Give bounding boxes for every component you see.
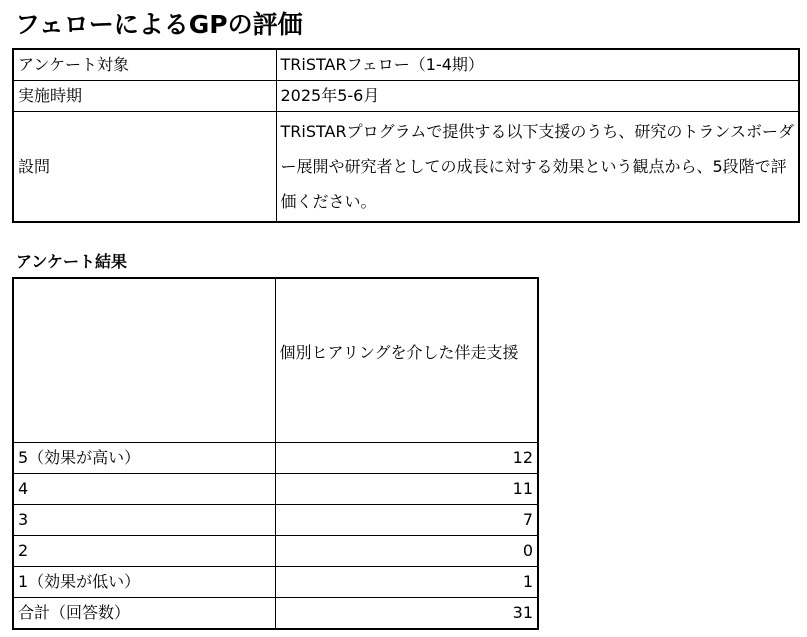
info-value-question: TRiSTARプログラムで提供する以下支援のうち、研究のトランスボーダー展開や研究者としての成長に対する効果という観点から、5段階で評価ください。 bbox=[276, 112, 799, 223]
table-row bbox=[13, 504, 538, 535]
survey-results-table bbox=[12, 277, 539, 630]
rating-count: 11 bbox=[275, 473, 538, 504]
table-row bbox=[13, 49, 799, 81]
rating-count: 1 bbox=[275, 566, 538, 597]
table-header-row bbox=[13, 278, 538, 442]
info-value-target: TRiSTARフェロー（1-4期） bbox=[276, 49, 799, 81]
table-row-total bbox=[13, 597, 538, 629]
rating-label: 4 bbox=[13, 473, 275, 504]
rating-count: 0 bbox=[275, 535, 538, 566]
rating-label: 5（効果が高い） bbox=[13, 442, 275, 473]
info-value-period: 2025年5-6月 bbox=[276, 81, 799, 112]
total-count: 31 bbox=[275, 597, 538, 629]
table-row bbox=[13, 112, 799, 223]
header-empty-cell bbox=[13, 278, 275, 442]
total-label: 合計（回答数） bbox=[13, 597, 275, 629]
rating-label: 3 bbox=[13, 504, 275, 535]
rating-count: 7 bbox=[275, 504, 538, 535]
results-section-title: アンケート結果 bbox=[16, 252, 128, 271]
survey-info-table bbox=[12, 48, 800, 223]
table-row bbox=[13, 566, 538, 597]
rating-label: 1（効果が低い） bbox=[13, 566, 275, 597]
info-label-question: 設問 bbox=[13, 112, 276, 223]
rating-count: 12 bbox=[275, 442, 538, 473]
table-row bbox=[13, 81, 799, 112]
info-label-period: 実施時期 bbox=[13, 81, 276, 112]
table-row bbox=[13, 535, 538, 566]
table-row bbox=[13, 442, 538, 473]
page-title: フェローによるGPの評価 bbox=[15, 10, 303, 39]
column-header-support: 個別ヒアリングを介した伴走支援 bbox=[275, 278, 538, 442]
rating-label: 2 bbox=[13, 535, 275, 566]
info-label-target: アンケート対象 bbox=[13, 49, 276, 81]
table-row bbox=[13, 473, 538, 504]
